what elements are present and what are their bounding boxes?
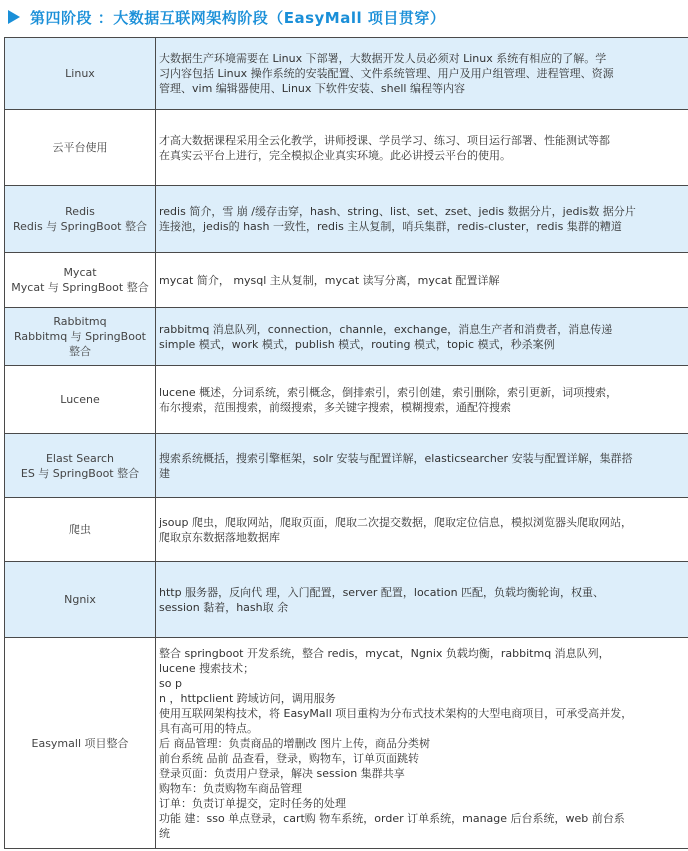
- topic-description-cell: [156, 498, 688, 562]
- topic-name: Linux: [65, 67, 95, 80]
- description-line: 前台系统 品前 品查看，登录，购物车，订单页面跳转: [159, 751, 419, 765]
- topic-name-cell: [5, 38, 156, 110]
- topic-description-cell: [156, 308, 688, 366]
- description-line: 习内容包括 Linux 操作系统的安装配置、文件系统管理、用户及用户组管理、进程管理、资源: [159, 67, 614, 80]
- description-line: simple 模式，work 模式，publish 模式，routing 模式，topic 模式，秒杀案例: [159, 337, 555, 351]
- description-line: 管理、vim 编辑器使用、Linux 下软件安装、shell 编程等内容: [159, 82, 465, 95]
- description-line: 使用互联网架构技术，将 EasyMall 项目重构为分布式技术架构的大型电商项目，可承受高并发，: [159, 706, 633, 720]
- topic-description-cell: [156, 562, 688, 638]
- topic-name-cell: [5, 638, 156, 849]
- topic-name: Lucene: [60, 393, 100, 406]
- description-line: 统: [159, 826, 170, 840]
- description-line: http 服务器，反向代 理，入门配置，server 配置，location 匹配，负载均衡轮询，权重、: [159, 585, 605, 599]
- topic-name: Ngnix: [64, 593, 96, 606]
- topic-name-cell: [5, 562, 156, 638]
- topic-name-cell: [5, 498, 156, 562]
- description-line: 才高大数据课程采用全云化教学，讲师授课、学员学习、练习、项目运行部署、性能测试等都: [159, 133, 610, 147]
- table-row: [5, 638, 688, 849]
- description-line: 布尔搜索，范围搜索，前缀搜索，多关键字搜索，模糊搜索，通配符搜索: [159, 400, 511, 414]
- topic-description-cell: [156, 434, 688, 498]
- topic-name-cell: [5, 186, 156, 253]
- description-line: 在真实云平台上进行，完全模拟企业真实环境。此必讲授云平台的使用。: [159, 148, 511, 162]
- topic-name: 云平台使用: [52, 141, 108, 154]
- topic-name-cell: [5, 110, 156, 186]
- description-line: 订单：负责订单提交，定时任务的处理: [159, 796, 346, 810]
- description-line: mycat 简介， mysql 主从复制，mycat 读写分离，mycat 配置详解: [159, 273, 500, 287]
- topic-name: Easymall 项目整合: [31, 736, 129, 750]
- curriculum-table: [4, 37, 688, 849]
- topic-name-cell: [5, 366, 156, 434]
- section-title: 第四阶段 ：大数据互联网架构阶段（EasyMall 项目贯穿）: [30, 8, 446, 27]
- triangle-bullet-icon: [8, 10, 20, 24]
- curriculum-table-body: [5, 38, 688, 849]
- description-line: jsoup 爬虫，爬取网站，爬取页面，爬取二次提交数据，爬取定位信息，模拟浏览器头爬取网站，: [159, 515, 632, 529]
- topic-name-cell: [5, 434, 156, 498]
- description-line: lucene 概述，分词系统，索引概念，倒排索引，索引创建，索引删除，索引更新，词项搜索，: [159, 385, 618, 399]
- topic-name: Mycat 与 SpringBoot 整合: [11, 281, 149, 294]
- topic-name: Rabbitmq 与 SpringBoot: [14, 330, 146, 343]
- topic-description-cell: [156, 38, 688, 110]
- table-row: [5, 186, 688, 253]
- description-line: 整合 springboot 开发系统，整合 redis，mycat，Ngnix 负载均衡，rabbitmq 消息队列，: [159, 646, 610, 660]
- description-line: rabbitmq 消息队列，connection，channle，exchange，消息生产者和消费者，消息传递: [159, 322, 613, 336]
- description-line: 建: [159, 466, 170, 480]
- description-line: 搜索系统概括，搜索引擎框架，solr 安装与配置详解，elasticsearcher 安装与配置详解，集群搭: [159, 451, 633, 465]
- topic-name-cell: [5, 308, 156, 366]
- topic-description-cell: [156, 186, 688, 253]
- description-line: 具有高可用的特点。: [159, 721, 258, 735]
- table-row: [5, 308, 688, 366]
- topic-name: Redis: [65, 205, 95, 218]
- table-row: [5, 253, 688, 308]
- description-line: 购物车：负责购物车商品管理: [159, 781, 302, 795]
- topic-name: ES 与 SpringBoot 整合: [20, 466, 140, 480]
- topic-name: Elast Search: [45, 451, 115, 465]
- table-row: [5, 562, 688, 638]
- topic-name: Rabbitmq: [53, 315, 107, 328]
- table-row: [5, 366, 688, 434]
- table-row: [5, 38, 688, 110]
- table-row: [5, 110, 688, 186]
- description-line: so p: [159, 676, 182, 690]
- topic-name: Mycat: [63, 266, 97, 279]
- topic-name: Redis 与 SpringBoot 整合: [13, 220, 147, 233]
- topic-description-cell: [156, 253, 688, 308]
- topic-name-cell: [5, 253, 156, 308]
- description-line: 连接池，jedis的 hash 一致性，redis 主从复制，哨兵集群，redis-cluster，redis 集群的糟道: [159, 220, 622, 233]
- description-line: 功能 建：sso 单点登录，cart购 物车系统，order 订单系统，manage 后台系统，web 前台系: [159, 811, 625, 825]
- description-line: session 黏着，hash取 余: [159, 600, 289, 614]
- description-line: 爬取京东数据落地数据库: [159, 530, 280, 544]
- table-row: [5, 498, 688, 562]
- description-line: 大数据生产环境需要在 Linux 下部署，大数据开发人员必须对 Linux 系统有相应的了解。学: [159, 52, 607, 65]
- description-line: n ，httpclient 跨域访问，调用服务: [159, 691, 336, 705]
- description-line: 后 商品管理：负责商品的增删改 图片上传，商品分类树: [159, 736, 430, 750]
- table-row: [5, 434, 688, 498]
- description-line: redis 简介，雪 崩 /缓存击穿，hash、string、list、set、zset、jedis 数据分片，jedis数 据分片: [159, 205, 636, 218]
- topic-description-cell: [156, 110, 688, 186]
- topic-name: 爬虫: [69, 523, 91, 536]
- description-line: lucene 搜索技术；: [159, 661, 255, 675]
- topic-description-cell: [156, 638, 688, 849]
- topic-description-cell: [156, 366, 688, 434]
- section-heading: [8, 7, 445, 27]
- description-line: 登录页面：负责用户登录，解决 session 集群共享: [159, 766, 405, 780]
- topic-name: 整合: [69, 345, 91, 358]
